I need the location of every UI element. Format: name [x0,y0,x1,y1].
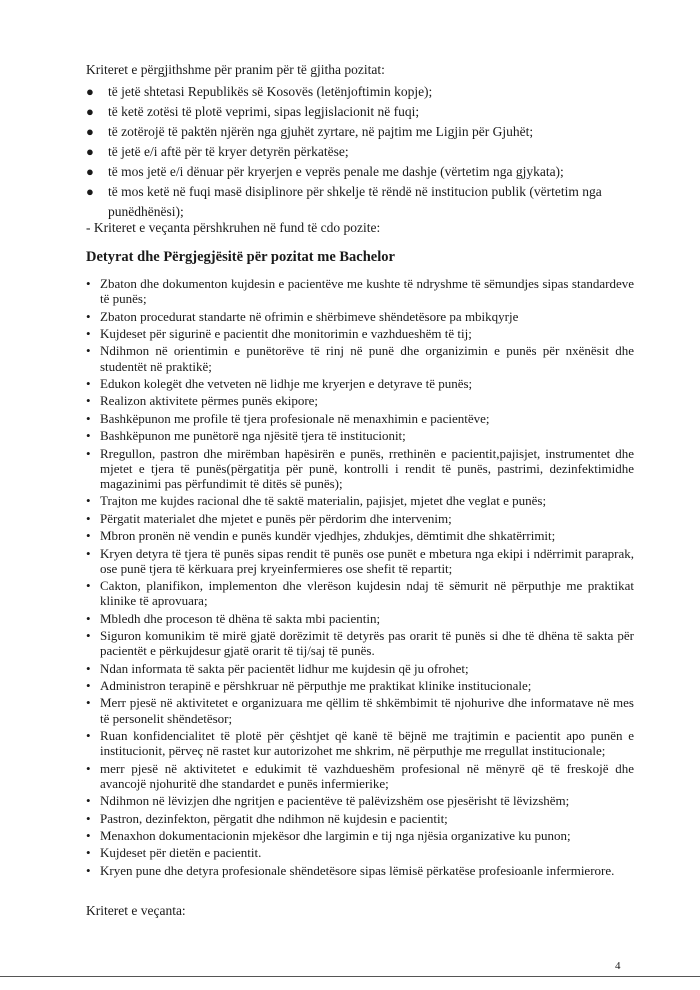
duty-item [86,578,634,608]
bullet-icon: • [86,375,91,391]
bullet-icon: • [86,445,91,461]
duty-item [86,493,634,508]
bullet-icon: • [86,325,91,341]
list-item-text: Edukon kolegët dhe vetveten në lidhje me kryerjen e detyrave të punës; [100,375,473,391]
list-item-text: të ketë zotësi të plotë veprimi, sipas legjislacionit në fuqi; [108,104,420,119]
list-item-text: Ndihmon në orientimin e punëtorëve të rinj në punë dhe organizimin e punës për nxënësit dhe studentët në praktikë; [100,343,634,374]
general-criterion-item [86,102,646,122]
footer-divider [0,976,700,977]
duty-item [86,393,634,408]
bullet-icon: • [86,660,91,676]
bullet-icon: • [86,728,91,744]
bullet-icon: • [86,628,91,644]
duty-item [86,828,634,843]
duty-item [86,793,634,808]
bullet-icon: • [86,828,91,844]
list-item-text: Realizon aktivitete përmes punës ekipore; [100,393,319,409]
duty-item [86,276,634,306]
duty-item [86,528,634,543]
list-item-text: Trajton me kujdes racional dhe të saktë materialin, pajisjet, mjetet dhe veglat e punës; [100,493,547,509]
bullet-icon: • [86,510,91,526]
duty-item [86,678,634,693]
list-item-text: Mbron pronën në vendin e punës kundër vjedhjes, zhdukjes, dëmtimit dhe shkatërrimit; [100,528,556,544]
bullet-icon: • [86,695,91,711]
bullet-icon: • [86,528,91,544]
bullet-icon: ● [86,104,94,119]
bullet-icon: ● [86,164,94,179]
duty-item [86,628,634,658]
bullet-icon: • [86,493,91,509]
list-item-text: Cakton, planifikon, implementon dhe vlerëson kujdesin ndaj të sëmurit në përputhje me praktikat klinike të aprovuara; [100,578,634,609]
duties-list [86,276,634,880]
list-item-text: Siguron komunikim të mirë gjatë dorëzimit të detyrës pas orarit të punës si dhe të dhëna të sakta për pacientët e përkujdesur gjatë orarit të tij/saj të punës. [100,628,634,659]
list-item-text: Ndihmon në lëvizjen dhe ngritjen e pacientëve të palëvizshëm ose pjesërisht të lëvizshëm; [100,793,570,809]
list-item-text: të mos ketë në fuqi masë disiplinore për shkelje të rëndë në institucion publik (vërtetim nga punëdhënësi); [108,184,602,219]
bullet-icon: • [86,760,91,776]
bullet-icon: • [86,862,91,878]
duty-item [86,411,634,426]
duty-item [86,845,634,860]
general-criterion-item [86,82,646,102]
bullet-icon: • [86,545,91,561]
duty-item [86,695,634,725]
list-item-text: të mos jetë e/i dënuar për kryerjen e veprës penale me dashje (vërtetim nga gjykata); [108,164,564,179]
list-item-text: Ndan informata të sakta për pacientët lidhur me kujdesin që ju ofrohet; [100,660,469,676]
bullet-icon: • [86,428,91,444]
bullet-icon: • [86,276,91,291]
bullet-icon: ● [86,84,94,99]
bullet-icon: • [86,793,91,809]
duty-item [86,863,634,878]
list-item-text: Kryen pune dhe detyra profesionale shëndetësore sipas lëmisë përkatëse profesioanle infermierore. [100,862,615,878]
duty-item [86,611,634,626]
bullet-icon: • [86,410,91,426]
list-item-text: të jetë e/i aftë për të kryer detyrën përkatëse; [108,144,349,159]
duty-item [86,309,634,324]
list-item-text: Pastron, dezinfekton, përgatit dhe ndihmon në kujdesin e pacientit; [100,810,448,826]
list-item-text: Përgatit materialet dhe mjetet e punës për përdorim dhe intervenim; [100,510,452,526]
bullet-icon: ● [86,124,94,139]
duty-item [86,428,634,443]
bullet-icon: • [86,845,91,861]
duty-item [86,661,634,676]
duty-item [86,446,634,492]
bullet-icon: • [86,810,91,826]
list-item-text: Kujdeset për dietën e pacientit. [100,845,262,861]
bullet-icon: • [86,343,91,359]
list-item-text: Kryen detyra të tjera të punës sipas rendit të punës ose punët e mbetura nga ekipi i ndërrimit paraprak, ose punë tjera të kërkuara prej kryeinfermieres ose shefit të repartit; [100,545,634,576]
list-item-text: Menaxhon dokumentacionin mjekësor dhe largimin e tij nga njësia organizative ku punon; [100,828,571,844]
general-criteria-intro: Kriteret e përgjithshme për pranim për të gjitha pozitat: [86,62,385,77]
special-criteria-note: - Kriteret e veçanta përshkruhen në fund të cdo pozite: [86,220,381,235]
bullet-icon: • [86,678,91,694]
page-number: 4 [615,960,621,972]
list-item-text: Mbledh dhe proceson të dhëna të sakta mbi pacientin; [100,610,381,626]
general-criterion-item [86,182,646,222]
general-criterion-item [86,162,646,182]
section-heading: Detyrat dhe Përgjegjësitë për pozitat me Bachelor [86,249,395,265]
duty-item [86,511,634,526]
list-item-text: Zbaton procedurat standarte në ofrimin e shërbimeve shëndetësore pa mbikqyrje [100,308,519,324]
general-criterion-item [86,142,646,162]
general-criteria-list [86,82,646,222]
bullet-icon: • [86,578,91,594]
bullet-icon: ● [86,184,94,199]
list-item-text: të jetë shtetasi Republikës së Kosovës (letënjoftimin kopje); [108,84,433,99]
list-item-text: Zbaton dhe dokumenton kujdesin e pacientëve me kushte të ndryshme të sëmundjes sipas standardeve të punës; [100,276,634,307]
bullet-icon: • [86,393,91,409]
list-item-text: të zotërojë të paktën njërën nga gjuhët zyrtare, në pajtim me Ligjin për Gjuhët; [108,124,534,139]
list-item-text: Bashkëpunon me punëtorë nga njësitë tjera të institucionit; [100,428,406,444]
duty-item [86,546,634,576]
list-item-text: Kujdeset për sigurinë e pacientit dhe monitorimin e vazhdueshëm të tij; [100,325,472,341]
duty-item [86,326,634,341]
duty-item [86,761,634,791]
bullet-icon: ● [86,144,94,159]
duty-item [86,343,634,373]
duty-item [86,376,634,391]
list-item-text: merr pjesë në aktivitetet e edukimit të vazhdueshëm profesional në mënyrë që të freskojë dhe avancojë njohuritë dhe standardet e punës infermierike; [100,760,634,791]
duty-item [86,811,634,826]
duty-item [86,728,634,758]
list-item-text: Merr pjesë në aktivitetet e organizuara me qëllim të shkëmbimit të njohurive dhe informatave në mes të personelit shëndetësor; [100,695,634,726]
list-item-text: Ruan konfidencialitet të plotë për çështjet që kanë të bëjnë me trajtimin e pacientit apo punën e institucionit, përveç në rastet kur autorizohet me shkrim, në përputhje me rregullat institucionale; [100,728,634,759]
list-item-text: Administron terapinë e përshkruar në përputhje me praktikat klinike institucionale; [100,678,532,694]
general-criterion-item [86,122,646,142]
bullet-icon: • [86,308,91,324]
special-criteria-label: Kriteret e veçanta: [86,903,186,918]
list-item-text: Rregullon, pastron dhe mirëmban hapësirën e punës, rrethinën e pacientit,pajisjet, instrumentet dhe mjetet e tjera të punës(përgatitja për punë, kontrolli i rendit të punës, pastrimi, dezinfektimidhe magazinimi pas përfundimit të ditës së punës); [100,445,634,491]
list-item-text: Bashkëpunon me profile të tjera profesionale në menaxhimin e pacientëve; [100,410,490,426]
bullet-icon: • [86,610,91,626]
